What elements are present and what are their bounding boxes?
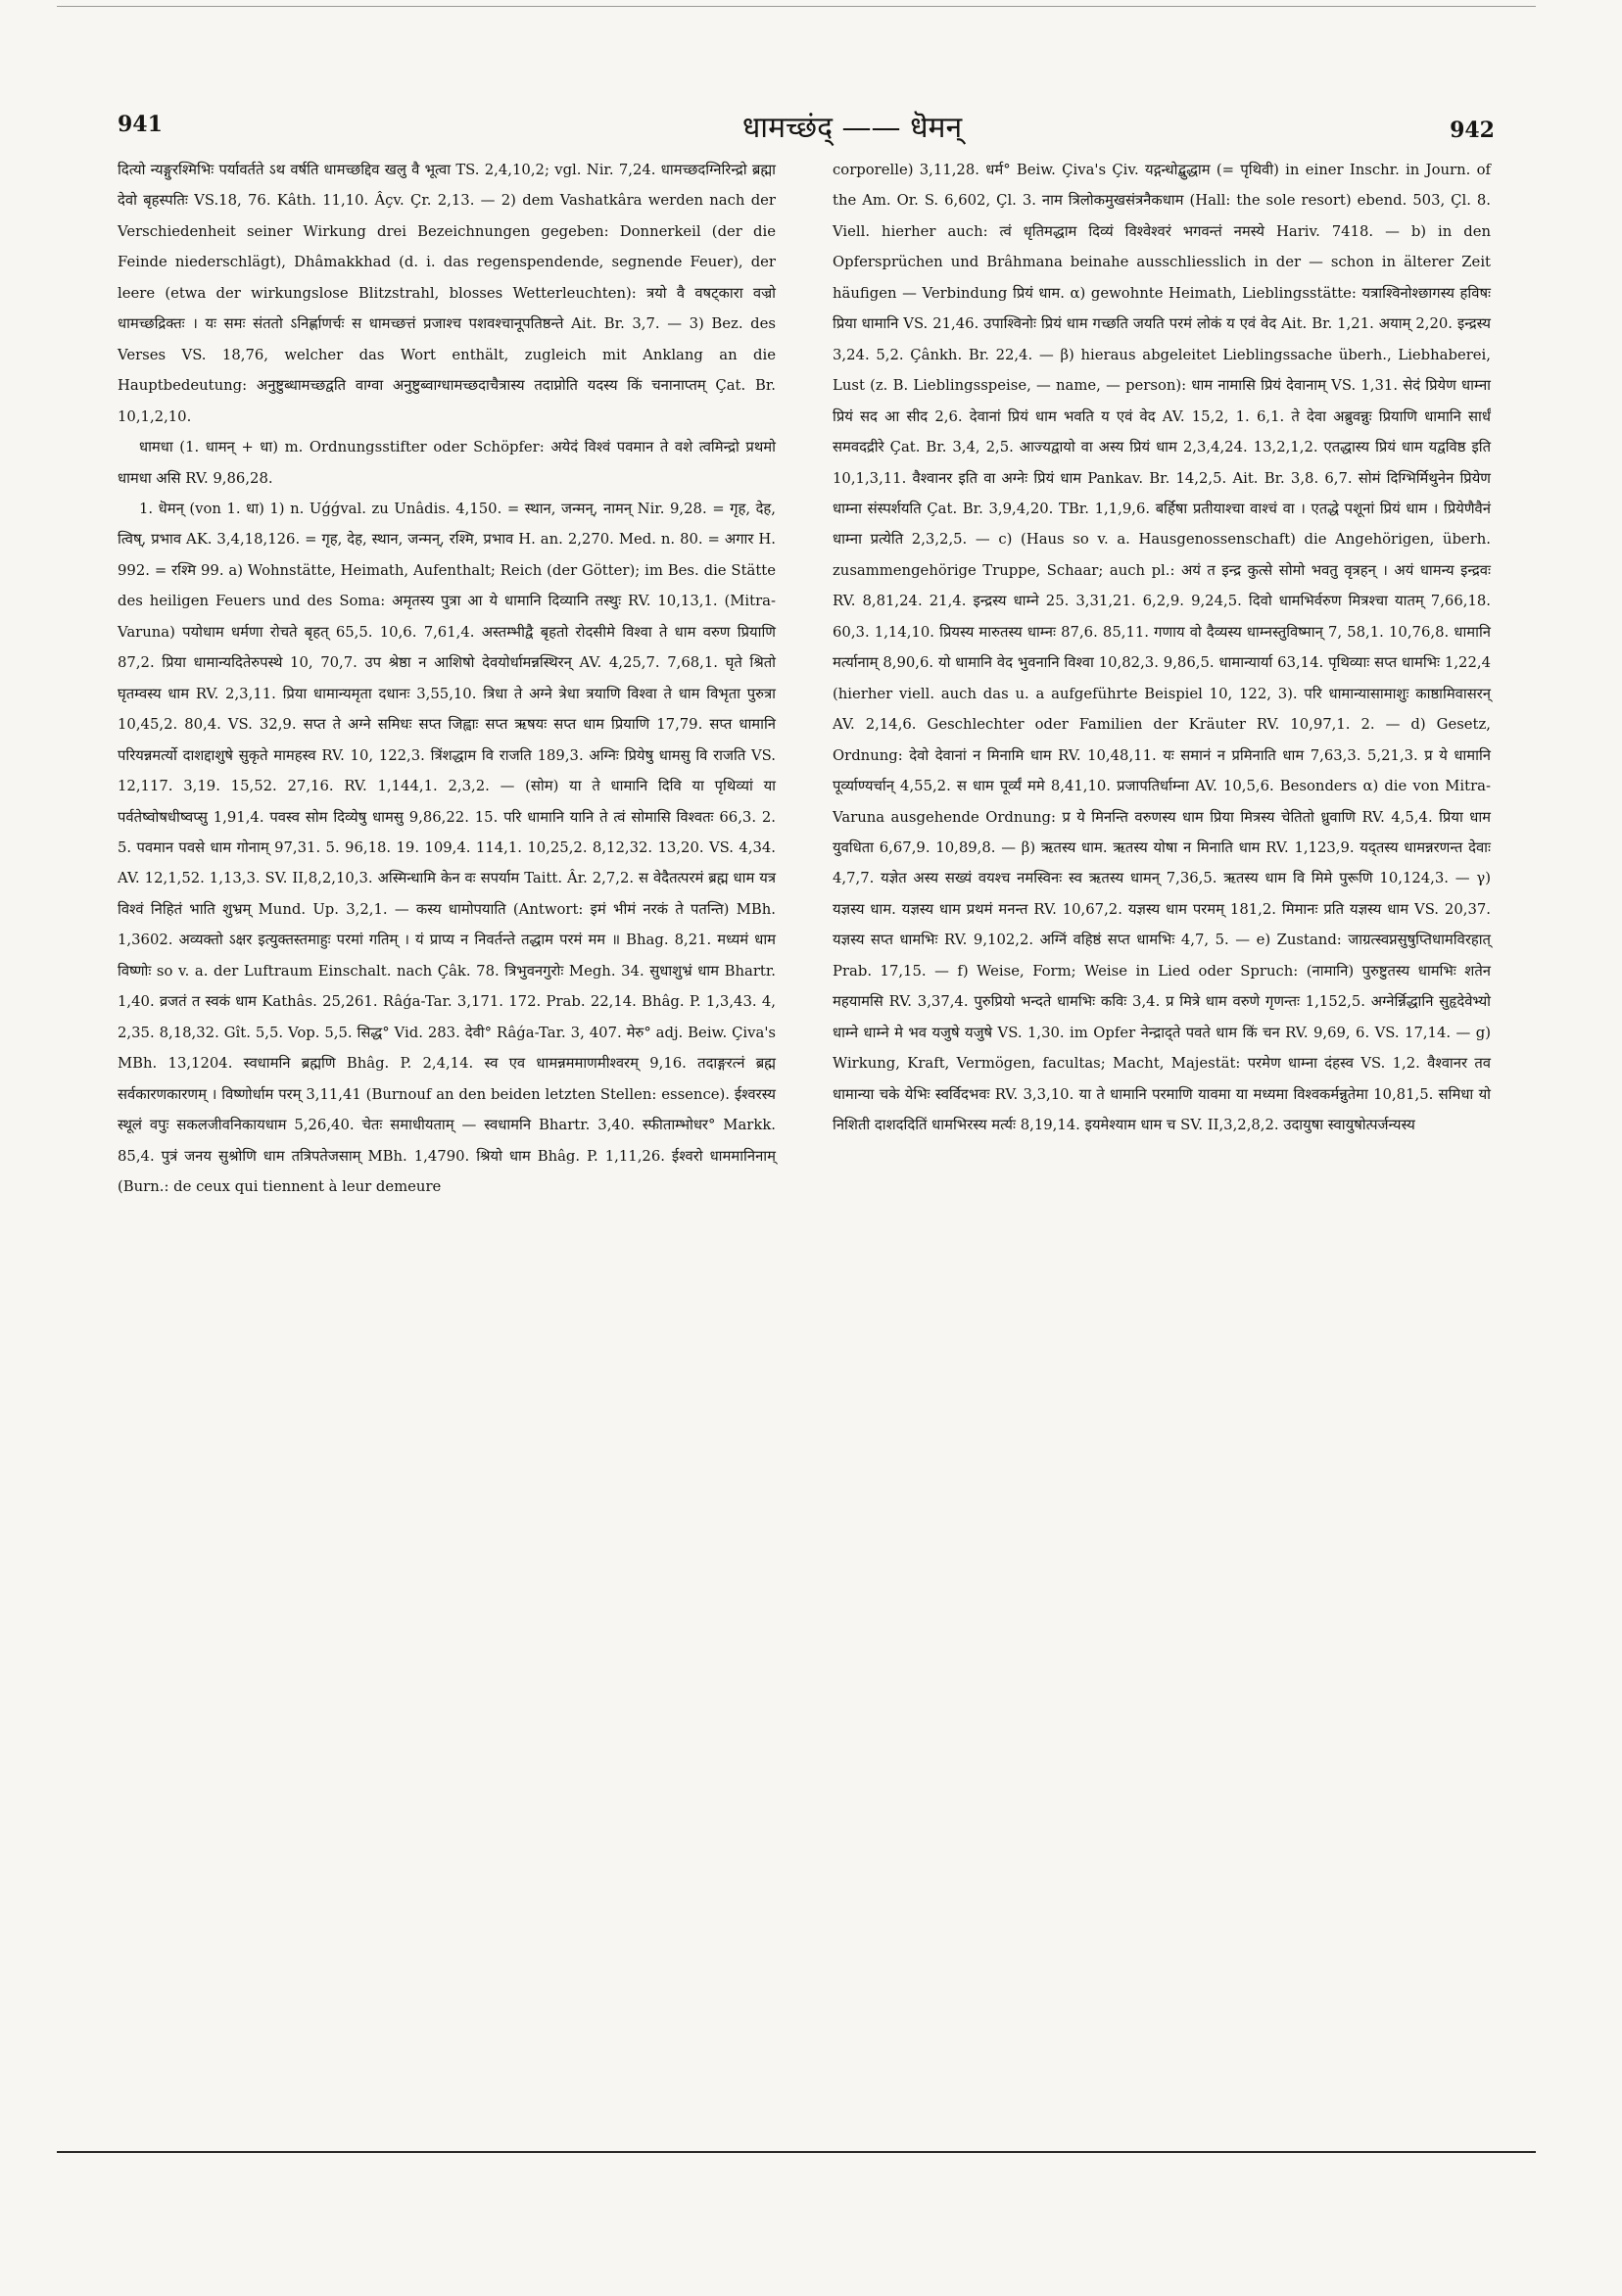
right-column <box>833 155 1491 1141</box>
page-number-right: 942 <box>1450 118 1495 143</box>
entry-paragraph: दित्यो न्यङ्गुरश्मिभिः पर्यावर्तते ऽथ वर्षति धामच्छद्दिव खलु वै भूत्वा TS. 2,4,10,2; vgl. Nir. 7,24. धामच्छदग्निरिन्द्रो ब्रह्मा देवो बृहस्पतिः VS.18, 76. Kâth. 11,10. Âçv. Çr. 2,13. — 2) dem Vashatkâra werden nach der Verschiedenheit seiner Wirkung drei Bezeichnungen gegeben: Donnerkeil (der die Feinde niederschlägt), Dhâmakkhad (d. i. das regenspendende, segnende Feuer), der leere (etwa der wirkungslose Blitzstrahl, blosses Wetterleuchten): त्रयो वै वषट्कारा वज्रो धामच्छद्रिक्तः । यः समः संततो ऽनिर्ह्णाणर्चः स धामच्छत्तं प्रजाश्च पशवश्चानूपतिष्ठन्ते Ait. Br. 3,7. — 3) Bez. des Verses VS. 18,76, welcher das Wort enthält, zugleich mit Anklang an die Hauptbedeutung: अनुष्टुब्धामच्छद्वति वाग्वा अनुष्टुब्वाग्धामच्छदाचैत्रास्य तदाप्नोति यदस्य किं चनानाप्तम् Çat. Br. 10,1,2,10. <box>118 162 776 425</box>
top-edge-rule <box>57 6 1536 7</box>
page-number-left: 941 <box>118 112 163 137</box>
running-headword: धामच्छंद् —— धॆमन् <box>741 111 963 145</box>
page-header <box>118 106 1495 153</box>
entry-paragraph: 1. धॆमन् (von 1. धा) 1) n. Uǵǵval. zu Unâdis. 4,150. = स्थान, जन्मन्, नामन् Nir. 9,28. = गृह, देह, त्विष्, प्रभाव AK. 3,4,18,126. = गृह, देह, स्थान, जन्मन्, रश्मि, प्रभाव H. an. 2,270. Med. n. 80. = अगार H. 992. = रश्मि 99. a) Wohnstätte, Heimath, Aufenthalt; Reich (der Götter); im Bes. die Stätte des heiligen Feuers und des Soma: अमृतस्य पुत्रा आ ये धामानि दिव्यानि तस्थुः RV. 10,13,1. (Mitra-Varuna) पयोधाम धर्मणा रोचते बृहत् 65,5. 10,6. 7,61,4. अस्तम्भीद्वै बृहतो रोदसीमे विश्वा ते धाम वरुण प्रियाणि 87,2. प्रिया धामान्यदितेरुपस्थे 10, 70,7. उप श्रेष्ठा न आशिषो देवयोर्धामन्नस्थिरन् AV. 4,25,7. 7,68,1. घृते श्रितो घृतम्वस्य धाम RV. 2,3,11. प्रिया धामान्यमृता दधानः 3,55,10. त्रिधा ते अग्ने त्रेधा त्रयाणि विश्वा ते धाम विभृता पुरुत्रा 10,45,2. 80,4. VS. 32,9. सप्त ते अग्ने समिधः सप्त जिह्वाः सप्त ऋषयः सप्त धाम प्रियाणि 17,79. सप्त धामानि परियन्नमर्त्यो दाशद्दाशुषे सुकृते मामहस्व RV. 10, 122,3. त्रिंशद्धाम वि राजति 189,3. अग्निः प्रियेषु धामसु वि राजति VS. 12,117. 3,19. 15,52. 27,16. RV. 1,144,1. 2,3,2. — (सोम) या ते धामानि दिवि या पृथिव्यां या पर्वतेष्वोषधीष्वप्सु 1,91,4. पवस्व सोम दिव्येषु धामसु 9,86,22. 15. परि धामानि यानि ते त्वं सोमासि विश्वतः 66,3. 2. 5. पवमान पवसे धाम गोनाम् 97,31. 5. 96,18. 19. 109,4. 114,1. 10,25,2. 8,12,32. 13,20. VS. 4,34. AV. 12,1,52. 1,13,3. SV. II,8,2,10,3. अस्मिन्धामि केन वः सपर्याम Taitt. Âr. 2,7,2. स वेदैतत्परमं ब्रह्म धाम यत्र विश्वं निहितं भाति शुभ्रम् Mund. Up. 3,2,1. — कस्य धामोपयाति (Antwort: इमं भीमं नरकं ते पतन्ति) MBh. 1,3602. अव्यक्तो ऽक्षर इत्युक्तस्तमाहुः परमां गतिम् । यं प्राप्य न निवर्तन्ते तद्धाम परमं मम ॥ Bhag. 8,21. मध्यमं धाम विष्णोः so v. a. der Luftraum Einschalt. nach Çâk. 78. त्रिभुवनगुरोः Megh. 34. सुधाशुभ्रं धाम Bhartr. 1,40. व्रजतं त स्वकं धाम Kathâs. 25,261. Râǵa-Tar. 3,171. 172. Prab. 22,14. Bhâg. P. 1,3,43. 4, 2,35. 8,18,32. Gît. 5,5. Vop. 5,5. सिद्ध° Vid. 283. देवी° Râǵa-Tar. 3, 407. मेरु° adj. Beiw. Çiva's MBh. 13,1204. स्वधामनि ब्रह्मणि Bhâg. P. 2,4,14. स्व एव धामन्नममाणमीश्वरम् 9,16. तदाङ्गरत्नं ब्रह्म सर्वकारणकारणम् । विष्णोर्धाम परम् 3,11,41 (Burnouf an den beiden letzten Stellen: essence). ईश्वरस्य स्थूलं वपुः सकलजीवनिकायधाम 5,26,40. चेतः समाधीयताम् — स्वधामनि Bhartr. 3,40. स्फीताम्भोधर° Markk. 85,4. पुत्रं जनय सुश्रोणि धाम तत्रिपतेजसाम् MBh. 1,4790. श्रियो धाम Bhâg. P. 1,11,26. ईश्वरो धाममानिनाम् (Burn.: de ceux qui tiennent à leur demeure <box>118 500 776 1195</box>
entry-paragraph: धामधा (1. धामन् + धा) m. Ordnungsstifter oder Schöpfer: अयेदं विश्वं पवमान ते वशे त्वमिन्द्रो प्रथमो धामधा असि RV. 9,86,28. <box>118 439 776 487</box>
left-column <box>118 155 776 1202</box>
bottom-rule <box>57 2151 1536 2153</box>
entry-paragraph: corporelle) 3,11,28. धर्म° Beiw. Çiva's Çiv. यद्गन्धोद्बुद्धाम (= पृथिवी) in einer Inschr. in Journ. of the Am. Or. S. 6,602, Çl. 3. नाम त्रिलोकमुखसंत्रनैकधाम (Hall: the sole resort) ebend. 503, Çl. 8. Viell. hierher auch: त्वं धृतिमद्धाम दिव्यं विश्वेश्वरं भगवन्तं नमस्ये Hariv. 7418. — b) in den Opfersprüchen und Brâhmana beinahe ausschliesslich in der — schon in älterer Zeit häufigen — Verbindung प्रियं धाम. α) gewohnte Heimath, Lieblingsstätte: यत्राश्विनोश्छागस्य हविषः प्रिया धामानि VS. 21,46. उपाश्विनोः प्रियं धाम गच्छति जयति परमं लोकं य एवं वेद Ait. Br. 1,21. अयाम् 2,20. इन्द्रस्य 3,24. 5,2. Çânkh. Br. 22,4. — β) hieraus abgeleitet Lieblingssache überh., Liebhaberei, Lust (z. B. Lieblingsspeise, — name, — person): धाम नामासि प्रियं देवानाम् VS. 1,31. सेदं प्रियेण धाम्ना प्रियं सद आ सीद 2,6. देवानां प्रियं धाम भवति य एवं वेद AV. 15,2, 1. 6,1. ते देवा अब्रुवन्नुः प्रियाणि धामानि सार्धं समवदद्रीरे Çat. Br. 3,4, 2,5. आज्यद्वायो वा अस्य प्रियं धाम 2,3,4,24. 13,2,1,2. एतद्धास्य प्रियं धाम यद्वविष्ठ इति 10,1,3,11. वैश्वानर इति वा अग्नेः प्रियं धाम Pankav. Br. 14,2,5. Ait. Br. 3,8. 6,7. सोमं दिग्भिर्मिथुनेन प्रियेण धाम्ना संस्पर्शयति Çat. Br. 3,9,4,20. TBr. 1,1,9,6. बर्हिषा प्रतीयाश्चा वाश्चं वा । एतद्धे पशूनां प्रियं धाम । प्रियेणैवैनं धाम्ना प्रत्येति 2,3,2,5. — c) (Haus so v. a. Hausgenossenschaft) die Angehörigen, überh. zusammengehörige Truppe, Schaar; auch pl.: अयं त इन्द्र कुत्से सोमो भवतु वृत्रहन् । अयं धामन्य इन्द्रवः RV. 8,81,24. 21,4. इन्द्रस्य धाम्ने 25. 3,31,21. 6,2,9. 9,24,5. दिवो धामभिर्वरुण मित्रश्चा यातम् 7,66,18. 60,3. 1,14,10. प्रियस्य मारुतस्य धाम्नः 87,6. 85,11. गणाय वो दैव्यस्य धाम्नस्तुविष्मान् 7, 58,1. 10,76,8. धामानि मर्त्यानाम् 8,90,6. यो धामानि वेद भुवनानि विश्वा 10,82,3. 9,86,5. धामान्यार्या 63,14. पृथिव्याः सप्त धामभिः 1,22,4 (hierher viell. auch das u. a aufgeführte Beispiel 10, 122, 3). परि धामान्यासामाशुः काष्ठामिवासरन् AV. 2,14,6. Geschlechter oder Familien der Kräuter RV. 10,97,1. 2. — d) Gesetz, Ordnung: देवो देवानां न मिनामि धाम RV. 10,48,11. यः समानं न प्रमिनाति धाम 7,63,3. 5,21,3. प्र ये धामानि पूर्व्याण्यर्चान् 4,55,2. स धाम पूर्व्यं ममे 8,41,10. प्रजापतिर्धाम्ना AV. 10,5,6. Besonders α) die von Mitra-Varuna ausgehende Ordnung: प्र ये मिनन्ति वरुणस्य धाम प्रिया मित्रस्य चेतितो ध्रुवाणि RV. 4,5,4. प्रिया धाम युवधिता 6,67,9. 10,89,8. — β) ऋतस्य धाम. ऋतस्य योषा न मिनाति धाम RV. 1,123,9. यद्तस्य धामन्नरणन्त देवाः 4,7,7. यज्ञेत अस्य सख्यं वयश्च नमस्विनः स्व ऋतस्य धामन् 7,36,5. ऋतस्य धाम वि मिमे पुरूणि 10,124,3. — γ) यज्ञस्य धाम. यज्ञस्य धाम प्रथमं मनन्त RV. 10,67,2. यज्ञस्य धाम परमम् 181,2. मिमानः प्रति यज्ञस्य धाम VS. 20,37. यज्ञस्य सप्त धामभिः RV. 9,102,2. अग्निं वहिष्ठं सप्त धामभिः 4,7, 5. — e) Zustand: जाग्रत्स्वप्नसुषुप्तिधामविरहात् Prab. 17,15. — f) Weise, Form; Weise in Lied oder Spruch: (नामानि) पुरुष्टुतस्य धामभिः शतेन महयामसि RV. 3,37,4. पुरुप्रियो भन्दते धामभिः कविः 3,4. प्र मित्रे धाम वरुणे गृणन्तः 1,152,5. अग्नेर्न्निद्धानि सुहृदेवेभ्यो धाम्ने धाम्ने मे भव यजुषे यजुषे VS. 1,30. im Opfer नेन्द्राद्ते पवते धाम किं चन RV. 9,69, 6. VS. 17,14. — g) Wirkung, Kraft, Vermögen, facultas; Macht, Majestät: परमेण धाम्ना दंहस्व VS. 1,2. वैश्वानर तव धामान्या चके येभिः स्वर्विदभवः RV. 3,3,10. या ते धामानि परमाणि यावमा या मध्यमा विश्वकर्मन्नुतेमा 10,81,5. समिधा यो निशिती दाशददितिं धामभिरस्य मर्त्यः 8,19,14. इयमेश्याम धाम च SV. II,3,2,8,2. उदायुषा स्वायुषोत्पर्जन्यस्य <box>833 162 1491 1134</box>
